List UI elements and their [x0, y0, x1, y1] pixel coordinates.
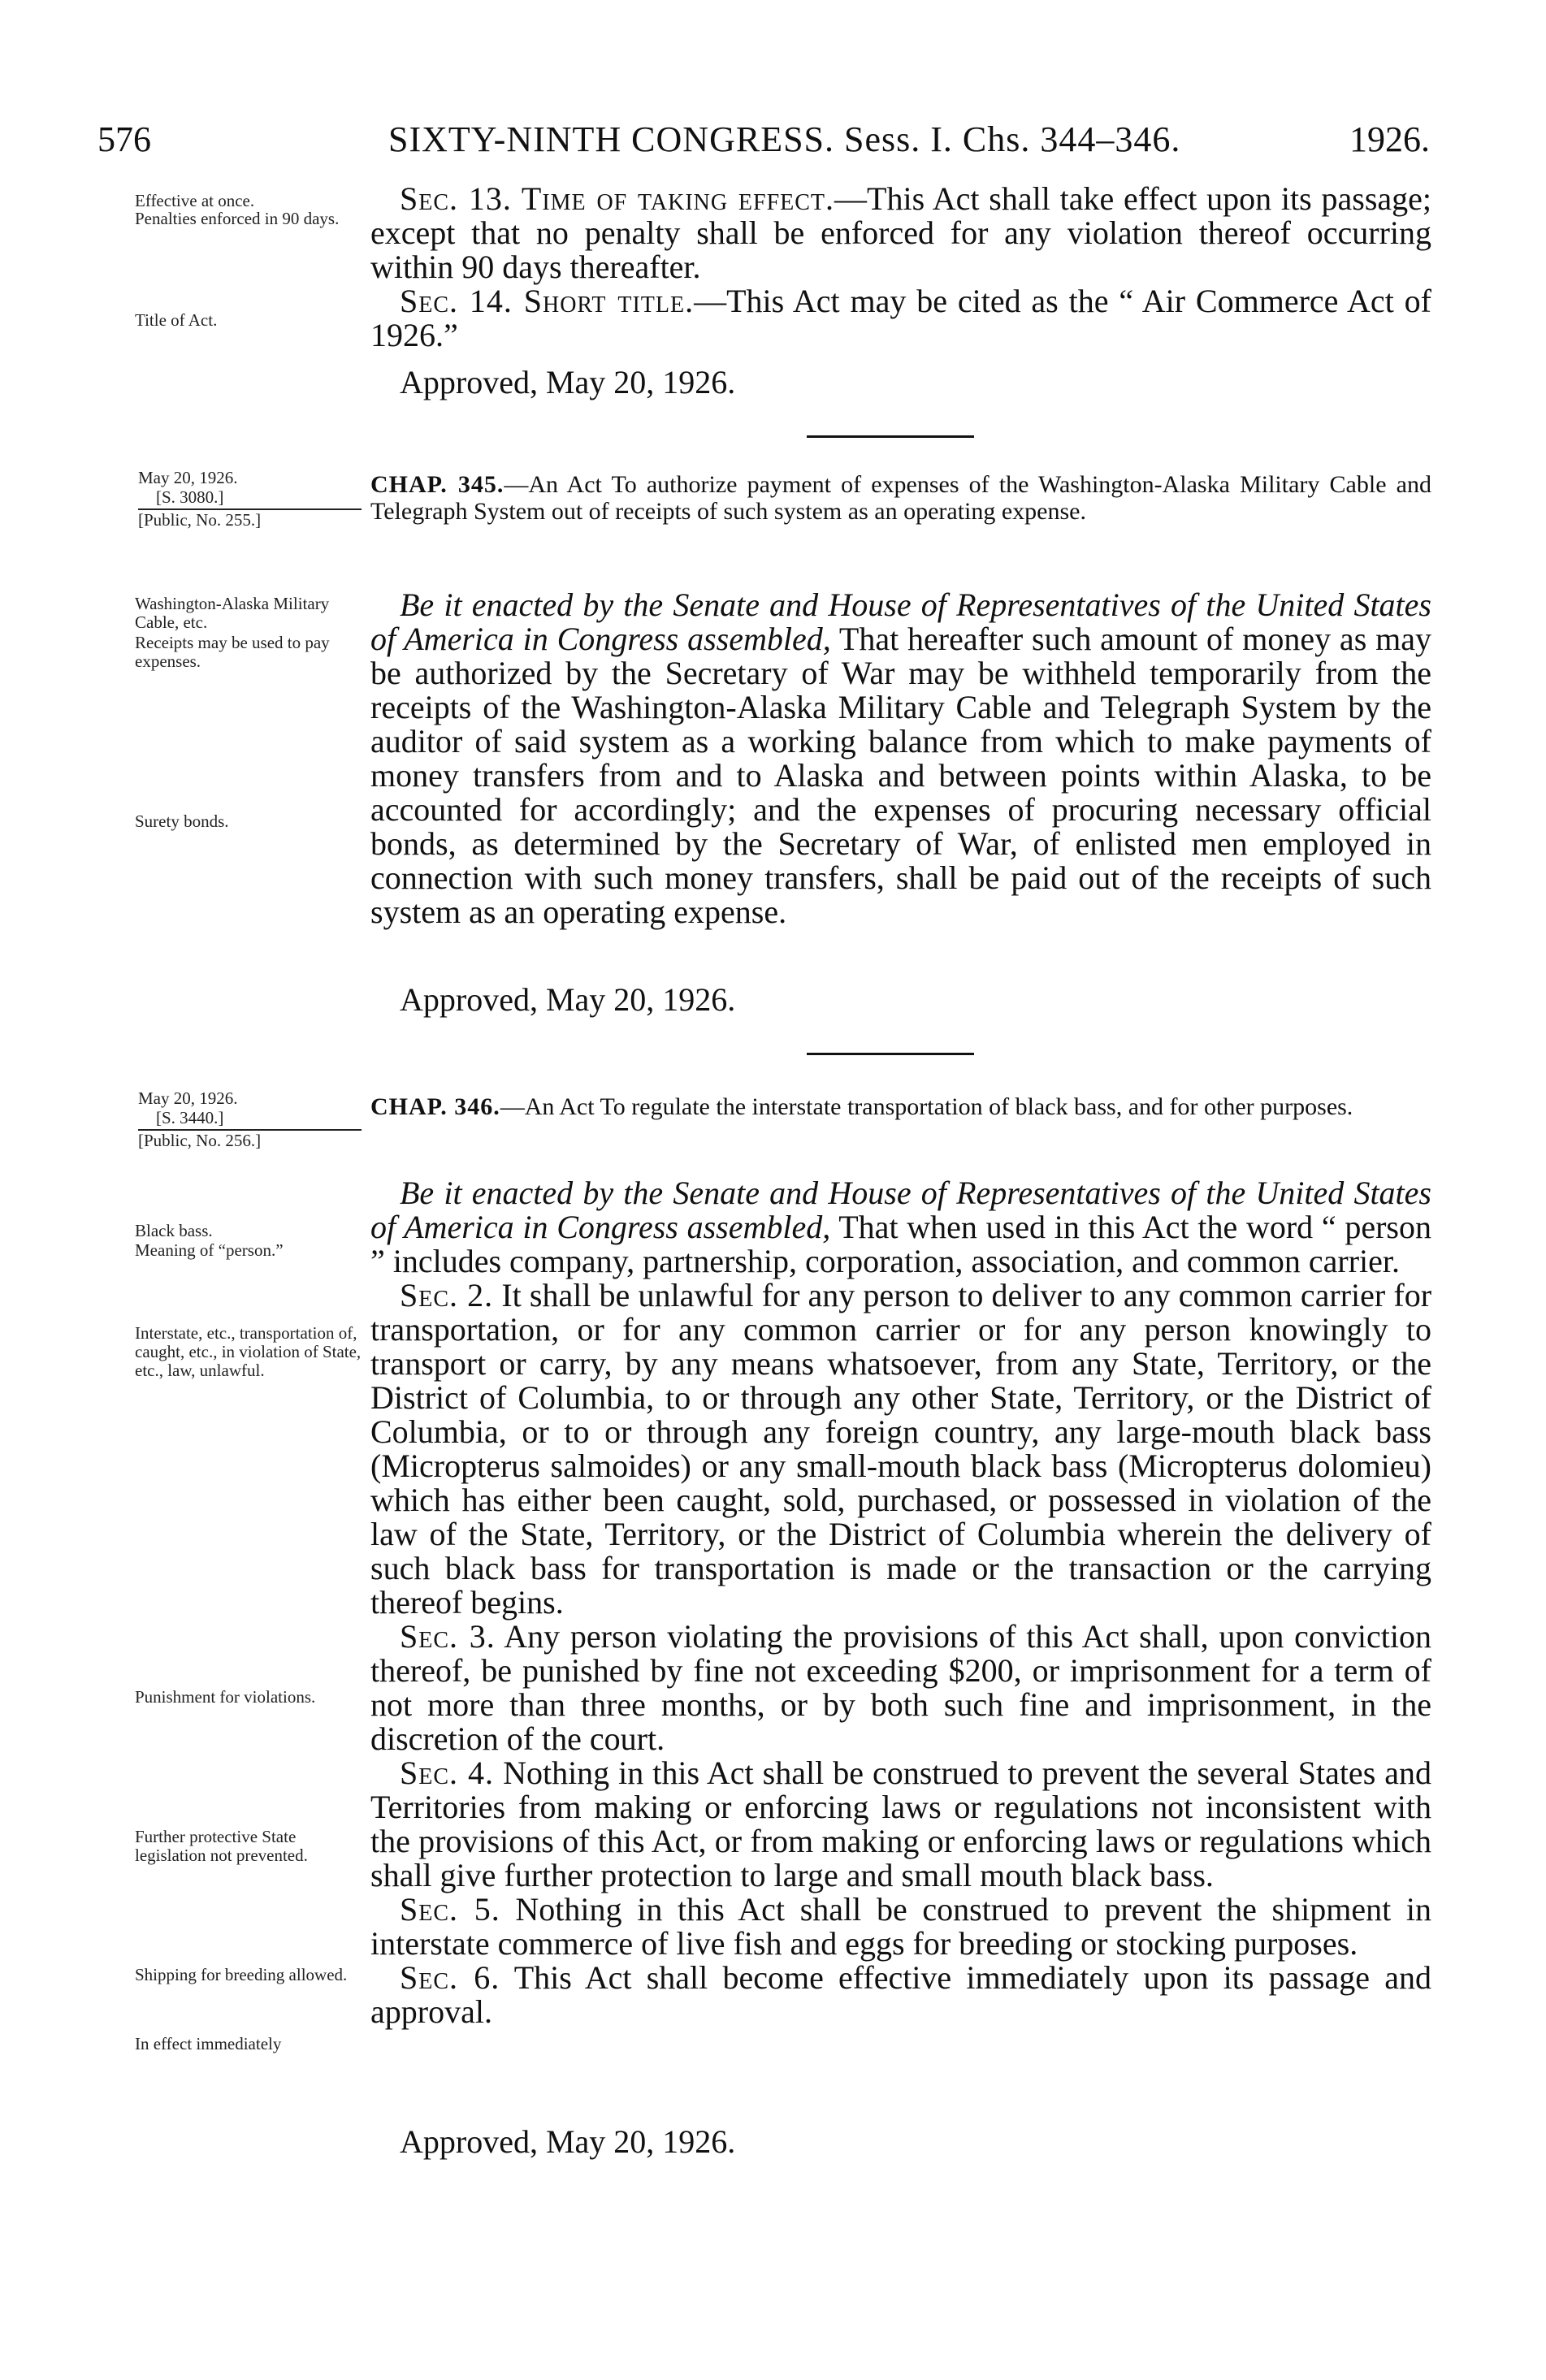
- margin-note-system: Washington-Alaska Military Cable, etc.: [135, 594, 330, 632]
- sec2-text: It shall be unlawful for any person to deliver to any common carrier for transportation, or for any common carrier or for any person knowingly to transport or carry, by any means whatsoever, from any State, Territory, or the District of Columbia, to or through any other State, Territory, or the District of Columbia, or to or through any foreign country, any large-mouth black bass (Micropterus salmoides) or any small-mouth black bass (Micropterus dolomieu) which has either been caught, sold, purchased, or possessed in violation of the law of the State, Territory, or the District of Columbia wherein the delivery of such black bass for transportation is made or the transaction or the carrying thereof begins.: [370, 1277, 1432, 1621]
- ch346-sec4-paragraph: [370, 1756, 1431, 1893]
- margin-note-title: Title of Act.: [135, 310, 218, 330]
- ch346-sec3-paragraph: [370, 1620, 1431, 1756]
- sec6-text: This Act shall become effective immediately upon its passage and approval.: [370, 1959, 1431, 2030]
- ch345-chap-desc: —An Act To authorize payment of expenses of the Washington-Alaska Military Cable and Telegraph System out of receipts of such system as an operating expense.: [370, 471, 1431, 525]
- page-year: 1926.: [1349, 119, 1430, 159]
- margin-note-receipts: Receipts may be used to pay expenses.: [135, 633, 330, 671]
- ch345-bill: [S. 3080.]: [156, 487, 224, 507]
- ch345-identifier: [138, 468, 374, 530]
- ch346-enacting-clause: Be it enacted by the Senate and House of Representatives of the United States of America in Congress assembled,: [370, 1175, 1431, 1245]
- ch346-chap-label: CHAP. 346.: [370, 1093, 500, 1120]
- ch346-sec1-paragraph: [370, 1176, 1431, 1279]
- margin-note-effect: In effect immediately: [135, 2034, 282, 2053]
- section-divider: [807, 435, 974, 438]
- ch346-sec6-paragraph: [370, 1961, 1431, 2029]
- ch346-body: [370, 1176, 1431, 2029]
- ch345-public: [Public, No. 255.]: [138, 508, 362, 530]
- margin-note-surety: Surety bonds.: [135, 811, 229, 831]
- margin-note-person: Meaning of “person.”: [135, 1240, 284, 1260]
- ch346-sec2-paragraph: [370, 1279, 1431, 1620]
- sec6-label: Sec. 6.: [400, 1959, 500, 1996]
- page-header: [97, 115, 1430, 164]
- sec14-text: —This Act may be cited as the “ Air Commerce Act of 1926.”: [370, 283, 1431, 353]
- ch346-identifier: [138, 1088, 374, 1150]
- sec4-text: Nothing in this Act shall be construed to prevent the several States and Territories from making or enforcing laws or regulations not inconsistent with the provisions of this Act, or from making or enforcing laws or regulations which shall give further protection to large and small mouth black bass.: [370, 1755, 1432, 1893]
- ch346-bill: [S. 3440.]: [156, 1108, 224, 1127]
- ch346-sec5-paragraph: [370, 1893, 1431, 1961]
- margin-note-effective: Effective at once.: [135, 191, 255, 210]
- ch345-text: That hereafter such amount of money as may be authorized by the Secretary of War may be withheld temporarily from the receipts of the Washington-Alaska Military Cable and Telegraph System by the auditor of said system as a working balance from which to make payments of money transfers from and to Alaska and between points within Alaska, to be accounted for accordingly; and the expenses of procuring necessary official bonds, as determined by the Secretary of War, of enlisted men employed in connection with such money transfers, shall be paid out of the receipts of such system as an operating expense.: [370, 621, 1431, 930]
- ch346-heading: [370, 1093, 1431, 1120]
- sec5-label: Sec. 5.: [400, 1891, 500, 1928]
- ch345-approved: Approved, May 20, 1926.: [400, 981, 736, 1018]
- sec13-paragraph: [370, 182, 1431, 284]
- sec14-label: Sec. 14. Short title.: [400, 283, 695, 319]
- ch346-public: [Public, No. 256.]: [138, 1129, 362, 1150]
- ch344-body: [370, 182, 1431, 353]
- ch345-heading: [370, 471, 1431, 525]
- ch345-paragraph: [370, 588, 1431, 929]
- margin-note-shipping: Shipping for breeding allowed.: [135, 1965, 348, 1984]
- sec13-text: —This Act shall take effect upon its passage; except that no penalty shall be enforced for any violation thereof occurring within 90 days thereafter.: [370, 180, 1432, 285]
- page-number: 576: [97, 119, 151, 159]
- sec4-label: Sec. 4.: [400, 1755, 495, 1791]
- ch345-date: May 20, 1926.: [138, 468, 238, 487]
- ch344-approved: Approved, May 20, 1926.: [400, 364, 736, 400]
- sec5-text: Nothing in this Act shall be construed to prevent the shipment in interstate commerce of live fish and eggs for breeding or stocking purposes.: [370, 1891, 1431, 1962]
- sec3-text: Any person violating the provisions of this Act shall, upon conviction thereof, be punished by fine not exceeding $200, or imprisonment for a term of not more than three months, or by both such fine and imprisonment, in the discretion of the court.: [370, 1618, 1431, 1757]
- sec13-label: Sec. 13. Time of taking effect.: [400, 180, 835, 217]
- section-divider: [807, 1053, 974, 1055]
- ch346-approved: Approved, May 20, 1926.: [400, 2123, 736, 2160]
- ch345-chap-label: CHAP. 345.: [370, 471, 505, 498]
- ch346-chap-desc: —An Act To regulate the interstate transportation of black bass, and for other purposes.: [500, 1093, 1353, 1120]
- sec3-label: Sec. 3.: [400, 1618, 496, 1655]
- page-running-title: SIXTY-NINTH CONGRESS. Sess. I. Chs. 344–346.: [388, 119, 1181, 159]
- ch345-body: [370, 588, 1431, 929]
- ch346-date: May 20, 1926.: [138, 1088, 238, 1108]
- ch346-sec1-text: That when used in this Act the word “ person ” includes company, partnership, corporation, association, and common carrier.: [370, 1209, 1432, 1279]
- ch345-enacting-clause: Be it enacted by the Senate and House of Representatives of the United States of America in Congress assembled,: [370, 586, 1431, 657]
- sec2-label: Sec. 2.: [400, 1277, 494, 1313]
- margin-note-punishment: Punishment for violations.: [135, 1687, 316, 1707]
- margin-note-black-bass: Black bass.: [135, 1221, 213, 1240]
- margin-note-interstate: Interstate, etc., transportation of, caught, etc., in violation of State, etc., law, unlawful.: [135, 1323, 362, 1380]
- sec14-paragraph: [370, 284, 1431, 353]
- margin-note-penalties: Penalties enforced in 90 days.: [135, 209, 340, 228]
- margin-note-further: Further protective State legislation not prevented.: [135, 1827, 308, 1865]
